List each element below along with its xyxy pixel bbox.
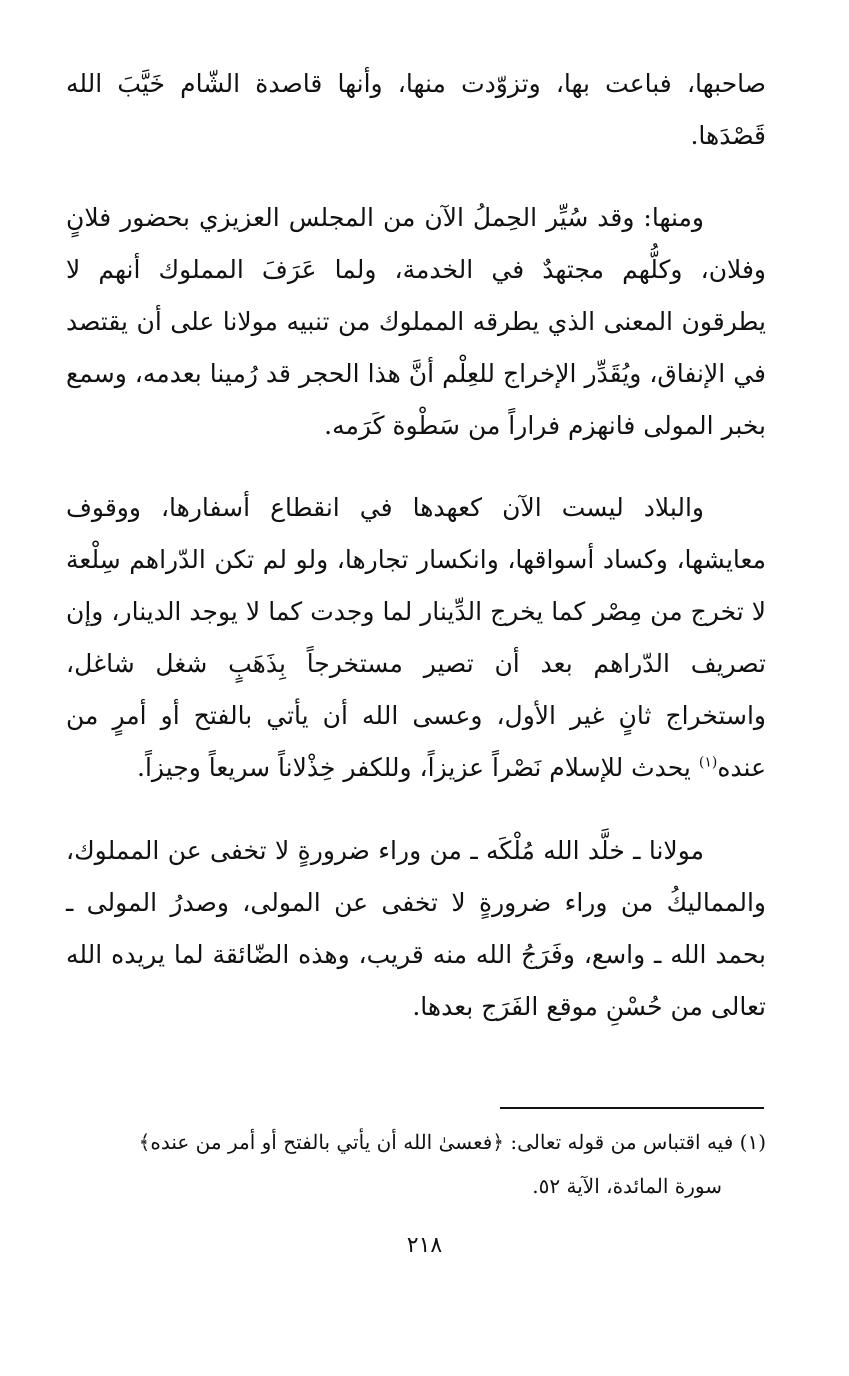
footnote-line-1: (١) فيه اقتباس من قوله تعالى: ﴿فعسىٰ الله أن يأتي بالفتح أو أمر من عنده﴾ [138, 1130, 766, 1154]
footnote-marker: (١) [698, 754, 718, 771]
paragraph-3-text-start: والبلاد ليست الآن كعهدها في انقطاع أسفارها، ووقوف معايشها، وكساد أسواقها، وانكسار تجارها، ولو لم تكن الدّراهم سِلْعة لا تخرج من مِصْر كما يخرج الدِّينار لما وجدت كما لا يوجد الدينار، وإن تصريف الدّراهم بعد أن تصير مستخرجاً بِذَهَبٍ شغل شاغل، واستخراج ثانٍ غير الأول، وعسى الله أن يأتي بالفتح أو أمرٍ من عنده [66, 493, 766, 782]
page-body [66, 58, 766, 1033]
paragraph-3-text-end: يحدث للإسلام نَصْراً عزيزاً، وللكفر خِذْلاناً سريعاً وجيزاً. [137, 753, 699, 782]
footnote [86, 1120, 766, 1208]
page-number: ٢١٨ [406, 1233, 443, 1258]
paragraph-2: ومنها: وقد سُيِّر الحِملُ الآن من المجلس العزيزي بحضور فلانٍ وفلان، وكلُّهم مجتهدٌ في الخدمة، ولما عَرَفَ المملوك أنهم لا يطرقون المعنى الذي يطرقه المملوك من تنبيه مولانا على أن يقتصد في الإنفاق، ويُقَدِّر الإخراج للعِلْم أنَّ هذا الحجر قد رُمينا بعدمه، وسمع بخبر المولى فانهزم فراراً من سَطْوة كَرَمه. [66, 203, 766, 440]
footnote-line-2: سورة المائدة، الآية ٥٢. [532, 1174, 722, 1198]
paragraph-4: مولانا ـ خلَّد الله مُلْكَه ـ من وراء ضرورةٍ لا تخفى عن المملوك، والمماليكُ من وراء ضرورةٍ لا تخفى عن المولى، وصدرُ المولى ـ بحمد الله ـ واسع، وفَرَجُ الله منه قريب، وهذه الضّائقة لما يريده الله تعالى من حُسْنِ موقع الفَرَج بعدها. [66, 836, 766, 1021]
paragraph-3 [66, 482, 766, 794]
footnote-separator [500, 1107, 764, 1109]
paragraph-1: صاحبها، فباعت بها، وتزوّدت منها، وأنها قاصدة الشّام خَيَّبَ الله قَصْدَها. [66, 69, 766, 150]
